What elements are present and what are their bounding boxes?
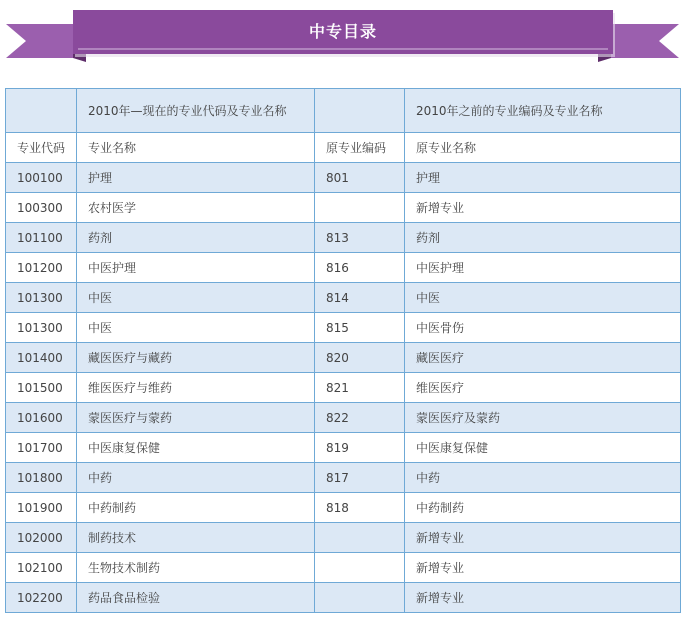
major-catalog-table (5, 88, 681, 613)
major-code-cell: 101800 (6, 463, 77, 493)
title-ribbon (0, 0, 684, 70)
page-title: 中专目录 (308, 22, 377, 41)
old-code-cell: 816 (315, 253, 405, 283)
table-row (6, 403, 681, 433)
old-code-cell (315, 523, 405, 553)
major-name-cell: 农村医学 (77, 193, 315, 223)
group-header-blank-2 (315, 89, 405, 133)
major-name-cell: 生物技术制药 (77, 553, 315, 583)
major-code-cell: 101700 (6, 433, 77, 463)
major-code-cell: 102000 (6, 523, 77, 553)
major-name-cell: 中医康复保健 (77, 433, 315, 463)
table-row (6, 193, 681, 223)
group-header-current: 2010年—现在的专业代码及专业名称 (77, 89, 315, 133)
old-code-cell: 821 (315, 373, 405, 403)
old-code-cell: 801 (315, 163, 405, 193)
major-name-cell: 制药技术 (77, 523, 315, 553)
old-name-cell: 护理 (405, 163, 681, 193)
old-name-cell: 中医 (405, 283, 681, 313)
table-row (6, 433, 681, 463)
old-code-cell: 818 (315, 493, 405, 523)
old-name-cell: 新增专业 (405, 553, 681, 583)
old-code-cell: 814 (315, 283, 405, 313)
old-name-cell: 中医护理 (405, 253, 681, 283)
old-code-cell: 819 (315, 433, 405, 463)
old-name-cell: 藏医医疗 (405, 343, 681, 373)
table-row (6, 283, 681, 313)
major-code-cell: 101400 (6, 343, 77, 373)
table-row (6, 553, 681, 583)
major-code-cell: 101100 (6, 223, 77, 253)
old-name-cell: 中药 (405, 463, 681, 493)
major-name-cell: 中医护理 (77, 253, 315, 283)
group-header-row (6, 89, 681, 133)
old-name-cell: 新增专业 (405, 523, 681, 553)
table-row (6, 223, 681, 253)
major-code-cell: 101600 (6, 403, 77, 433)
old-code-cell: 817 (315, 463, 405, 493)
old-code-cell (315, 553, 405, 583)
old-name-cell: 维医医疗 (405, 373, 681, 403)
column-header-old-code: 原专业编码 (315, 133, 405, 163)
old-name-cell: 新增专业 (405, 583, 681, 613)
major-code-cell: 101900 (6, 493, 77, 523)
major-name-cell: 蒙医医疗与蒙药 (77, 403, 315, 433)
major-name-cell: 藏医医疗与藏药 (77, 343, 315, 373)
table-row (6, 373, 681, 403)
table-row (6, 253, 681, 283)
column-header-code: 专业代码 (6, 133, 77, 163)
old-name-cell: 中药制药 (405, 493, 681, 523)
table-row (6, 523, 681, 553)
table-row (6, 313, 681, 343)
major-name-cell: 药剂 (77, 223, 315, 253)
old-name-cell: 中医康复保健 (405, 433, 681, 463)
old-code-cell: 822 (315, 403, 405, 433)
table-row (6, 163, 681, 193)
table-row (6, 583, 681, 613)
major-name-cell: 维医医疗与维药 (77, 373, 315, 403)
major-code-cell: 101200 (6, 253, 77, 283)
major-code-cell: 101500 (6, 373, 77, 403)
old-name-cell: 蒙医医疗及蒙药 (405, 403, 681, 433)
old-code-cell: 815 (315, 313, 405, 343)
major-code-cell: 102200 (6, 583, 77, 613)
old-name-cell: 药剂 (405, 223, 681, 253)
old-code-cell: 813 (315, 223, 405, 253)
old-name-cell: 新增专业 (405, 193, 681, 223)
old-code-cell (315, 193, 405, 223)
major-code-cell: 101300 (6, 283, 77, 313)
group-header-previous: 2010年之前的专业编码及专业名称 (405, 89, 681, 133)
column-header-row (6, 133, 681, 163)
major-code-cell: 100300 (6, 193, 77, 223)
table-row (6, 343, 681, 373)
major-code-cell: 100100 (6, 163, 77, 193)
old-code-cell (315, 583, 405, 613)
old-name-cell: 中医骨伤 (405, 313, 681, 343)
table-row (6, 493, 681, 523)
major-code-cell: 101300 (6, 313, 77, 343)
old-code-cell: 820 (315, 343, 405, 373)
major-name-cell: 药品食品检验 (77, 583, 315, 613)
major-code-cell: 102100 (6, 553, 77, 583)
major-name-cell: 中药制药 (77, 493, 315, 523)
column-header-name: 专业名称 (77, 133, 315, 163)
major-name-cell: 中医 (77, 283, 315, 313)
major-name-cell: 中医 (77, 313, 315, 343)
table-row (6, 463, 681, 493)
group-header-blank (6, 89, 77, 133)
ribbon-left-tail (6, 24, 73, 58)
major-name-cell: 护理 (77, 163, 315, 193)
column-header-old-name: 原专业名称 (405, 133, 681, 163)
major-name-cell: 中药 (77, 463, 315, 493)
ribbon-right-tail (611, 24, 679, 58)
